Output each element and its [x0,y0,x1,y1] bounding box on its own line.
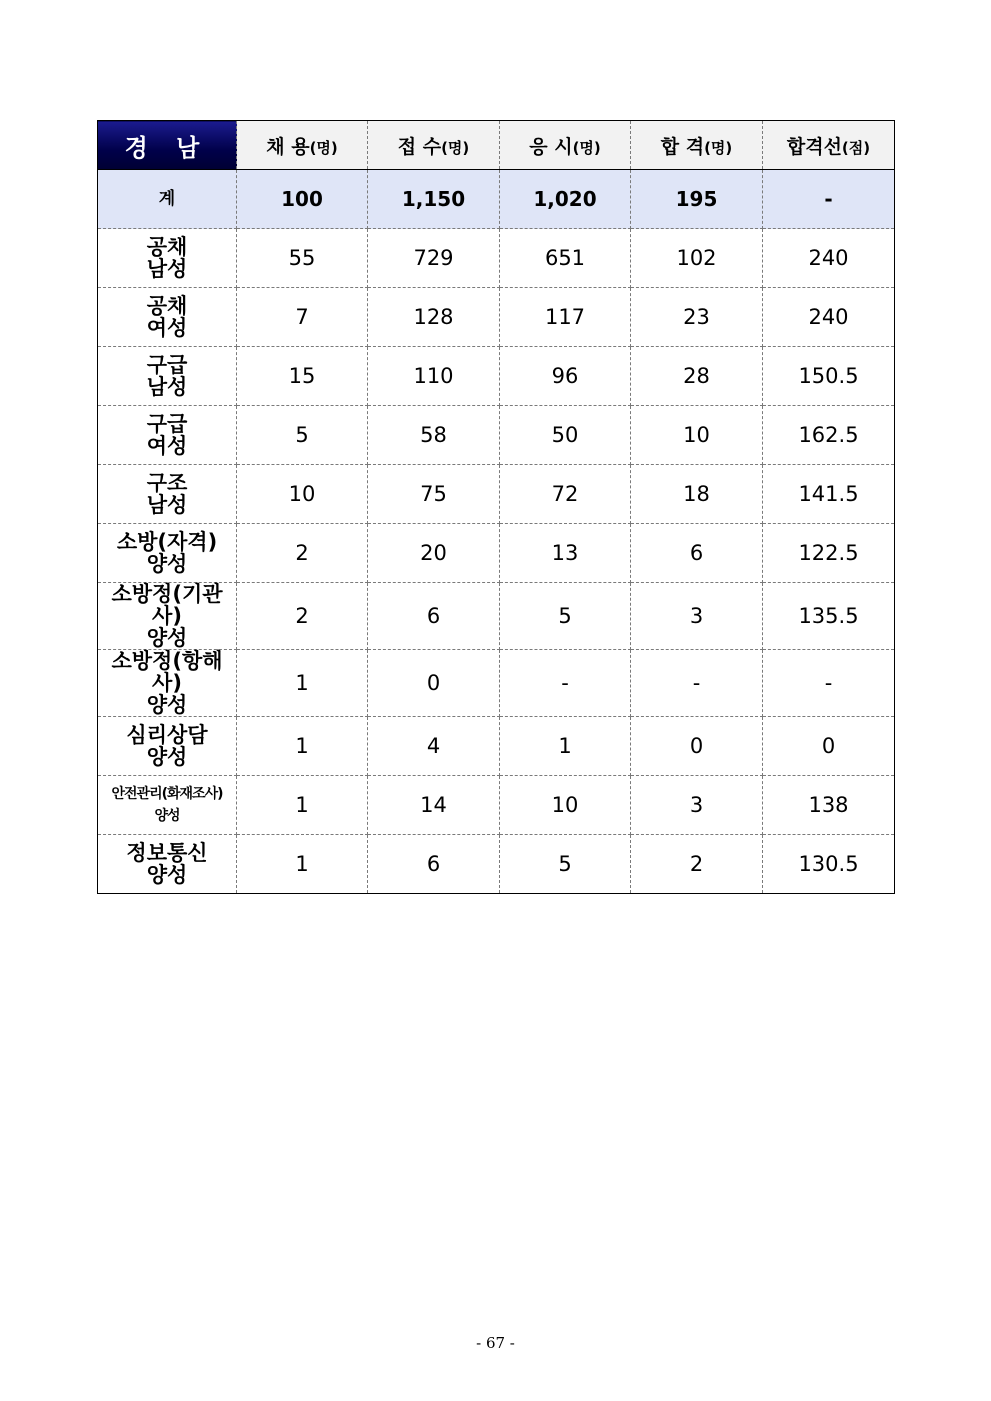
cell-tested: 10 [500,776,631,835]
table-row [98,347,895,406]
header-cutoff [763,121,895,170]
cell-hired: 10 [237,465,368,524]
category-line1: 소방(자격) [116,530,218,554]
total-hired: 100 [237,170,368,229]
table-row [98,583,895,650]
cell-passed: 102 [631,229,763,288]
header-unit: (명) [704,138,733,157]
header-label: 합격선 [786,135,842,158]
cell-passed: 3 [631,583,763,650]
cell-tested: 5 [500,835,631,894]
category-line1: 소방정(기관사) [111,582,223,628]
cell-tested: 13 [500,524,631,583]
cell-tested: 5 [500,583,631,650]
row-category [98,717,237,776]
category-line1: 구급 [146,412,188,436]
cell-hired: 2 [237,524,368,583]
category-line2: 양성 [146,863,188,887]
cell-applied: 6 [368,835,500,894]
table-row [98,229,895,288]
total-tested: 1,020 [500,170,631,229]
cell-cutoff: 150.5 [763,347,895,406]
table-row [98,835,895,894]
cell-cutoff: 141.5 [763,465,895,524]
total-cutoff: - [763,170,895,229]
total-passed: 195 [631,170,763,229]
row-category [98,650,237,717]
row-category [98,229,237,288]
cell-hired: 1 [237,835,368,894]
cell-passed: 28 [631,347,763,406]
page-number: - 67 - [476,1334,515,1352]
cell-applied: 128 [368,288,500,347]
category-line1: 심리상담 [126,723,208,747]
cell-tested: 117 [500,288,631,347]
category-line2: 양성 [146,693,188,717]
cell-hired: 55 [237,229,368,288]
recruitment-stats-table [97,120,895,894]
category-line1: 안전관리(화재조사) [111,786,223,802]
region-header: 경 남 [98,121,237,170]
cell-tested: 72 [500,465,631,524]
category-line2: 양성 [146,626,188,650]
cell-applied: 75 [368,465,500,524]
cell-tested: 96 [500,347,631,406]
cell-cutoff: 138 [763,776,895,835]
category-line2: 남성 [146,257,188,281]
cell-hired: 1 [237,650,368,717]
cell-hired: 5 [237,406,368,465]
cell-applied: 6 [368,583,500,650]
table-row [98,776,895,835]
cell-hired: 1 [237,717,368,776]
category-line1: 소방정(항해사) [111,649,223,695]
header-unit: (명) [572,138,601,157]
cell-tested: 1 [500,717,631,776]
header-label: 합 격 [660,135,705,158]
cell-applied: 14 [368,776,500,835]
row-category [98,776,237,835]
cell-passed: 3 [631,776,763,835]
cell-cutoff: - [763,650,895,717]
cell-tested: 651 [500,229,631,288]
cell-cutoff: 162.5 [763,406,895,465]
row-category [98,406,237,465]
total-label: 계 [98,170,237,229]
cell-passed: - [631,650,763,717]
cell-applied: 20 [368,524,500,583]
table-row [98,406,895,465]
cell-passed: 10 [631,406,763,465]
cell-hired: 15 [237,347,368,406]
cell-passed: 2 [631,835,763,894]
cell-passed: 6 [631,524,763,583]
header-unit: (명) [309,138,338,157]
cell-tested: 50 [500,406,631,465]
header-tested [500,121,631,170]
header-unit: (명) [441,138,470,157]
cell-tested: - [500,650,631,717]
category-line2: 양성 [146,745,188,769]
table-row [98,524,895,583]
category-line2: 남성 [146,493,188,517]
cell-hired: 1 [237,776,368,835]
category-line2: 남성 [146,375,188,399]
cell-passed: 23 [631,288,763,347]
row-category [98,524,237,583]
category-line1: 구급 [146,353,188,377]
header-label: 접 수 [397,135,442,158]
row-category [98,347,237,406]
category-line2: 양성 [146,552,188,576]
category-line1: 정보통신 [126,841,208,865]
cell-applied: 110 [368,347,500,406]
header-hired [237,121,368,170]
header-label: 채 용 [266,135,310,158]
cell-cutoff: 240 [763,288,895,347]
row-category [98,835,237,894]
row-category [98,583,237,650]
cell-passed: 18 [631,465,763,524]
cell-applied: 0 [368,650,500,717]
header-row [98,121,895,170]
category-line1: 공채 [146,294,188,318]
table-row [98,465,895,524]
cell-hired: 2 [237,583,368,650]
cell-cutoff: 122.5 [763,524,895,583]
header-unit: (점) [841,138,871,157]
header-passed [631,121,763,170]
cell-cutoff: 135.5 [763,583,895,650]
cell-applied: 4 [368,717,500,776]
total-applied: 1,150 [368,170,500,229]
row-category [98,288,237,347]
category-line1: 공채 [146,235,188,259]
header-applied [368,121,500,170]
category-line1: 구조 [146,471,188,495]
table-row [98,288,895,347]
cell-applied: 729 [368,229,500,288]
category-line2: 여성 [146,434,188,458]
table-row [98,717,895,776]
category-line2: 양성 [154,808,180,824]
cell-cutoff: 240 [763,229,895,288]
category-line2: 여성 [146,316,188,340]
total-row [98,170,895,229]
cell-passed: 0 [631,717,763,776]
cell-hired: 7 [237,288,368,347]
row-category [98,465,237,524]
header-label: 응 시 [529,135,573,158]
table-row [98,650,895,717]
cell-cutoff: 0 [763,717,895,776]
cell-applied: 58 [368,406,500,465]
cell-cutoff: 130.5 [763,835,895,894]
